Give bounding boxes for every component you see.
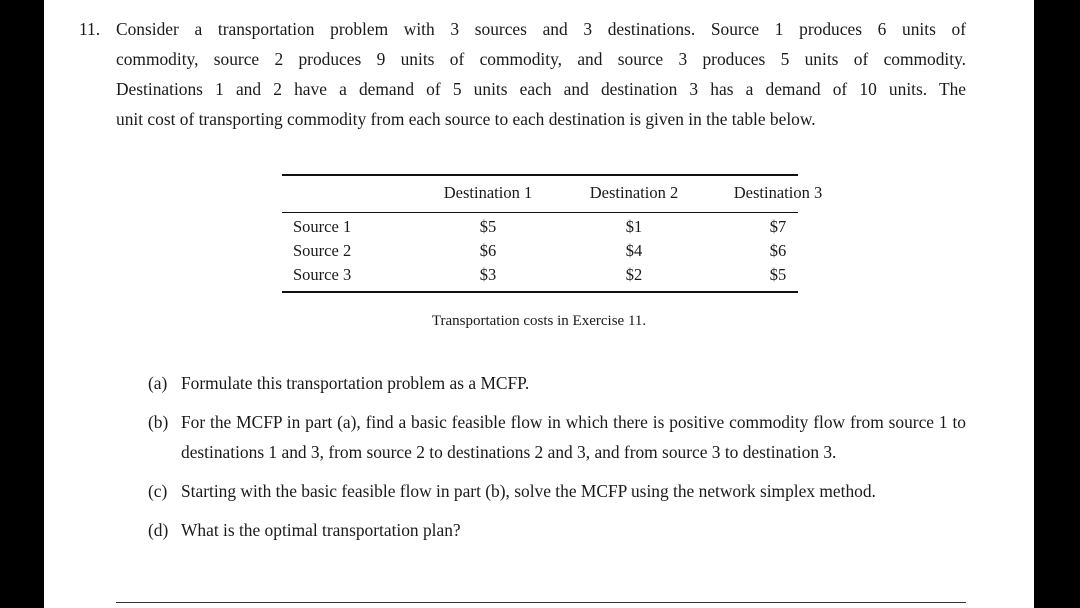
table-row [282, 265, 798, 289]
part-b [148, 407, 966, 467]
part-label: (c) [148, 481, 168, 501]
part-label: (d) [148, 520, 169, 540]
cost-cell: $6 [769, 241, 787, 260]
problem-line: 11. Consider a transportation problem with 3 sources and 3 destinations. Source 1 produces 6 units of [79, 14, 966, 44]
document-page [44, 0, 1034, 608]
row-source-label: Source 3 [293, 265, 352, 284]
cost-cell: $5 [769, 265, 787, 284]
problem-line: unit cost of transporting commodity from each source to each destination is given in the table below. [116, 109, 816, 129]
problem-line: Destinations 1 and 2 have a demand of 5 units each and destination 3 has a demand of 10 units. The [116, 79, 966, 99]
part-text: What is the optimal transportation plan? [181, 520, 461, 540]
table-row [282, 217, 798, 241]
part-text: For the MCFP in part (a), find a basic feasible flow in which there is positive commodity flow from source 1 to destinations 1 and 3, from source 2 to destinations 2 and 3, and from source 3 to destination 3. [181, 412, 966, 462]
cost-cell: $4 [625, 241, 643, 260]
cost-cell: $1 [625, 217, 643, 236]
header-destination-2: Destination 2 [589, 183, 679, 202]
part-a [148, 368, 966, 398]
part-text: Formulate this transportation problem as a MCFP. [181, 373, 530, 393]
part-label: (b) [148, 412, 169, 432]
exercise-parts [148, 368, 966, 554]
problem-line: commodity, source 2 produces 9 units of commodity, and source 3 produces 5 units of commodity. [116, 49, 966, 69]
header-destination-1: Destination 1 [443, 183, 533, 202]
cost-cell: $5 [479, 217, 497, 236]
table-bottom-rule [282, 291, 798, 293]
cost-cell: $2 [625, 265, 643, 284]
cost-cell: $3 [479, 265, 497, 284]
table-caption: Transportation costs in Exercise 11. [431, 313, 647, 329]
problem-number: 11. [79, 19, 101, 39]
table-header-rule [282, 212, 798, 213]
row-source-label: Source 1 [293, 217, 352, 236]
table-top-rule [282, 174, 798, 176]
row-source-label: Source 2 [293, 241, 352, 260]
part-text: Starting with the basic feasible flow in part (b), solve the MCFP using the network simplex method. [181, 481, 876, 501]
cost-cell: $7 [769, 217, 787, 236]
part-d [148, 515, 966, 545]
header-destination-3: Destination 3 [733, 183, 823, 202]
table-row [282, 241, 798, 265]
page-bottom-rule [116, 602, 966, 603]
part-c [148, 476, 966, 506]
cost-cell: $6 [479, 241, 497, 260]
part-label: (a) [148, 373, 168, 393]
problem-statement [79, 14, 966, 134]
